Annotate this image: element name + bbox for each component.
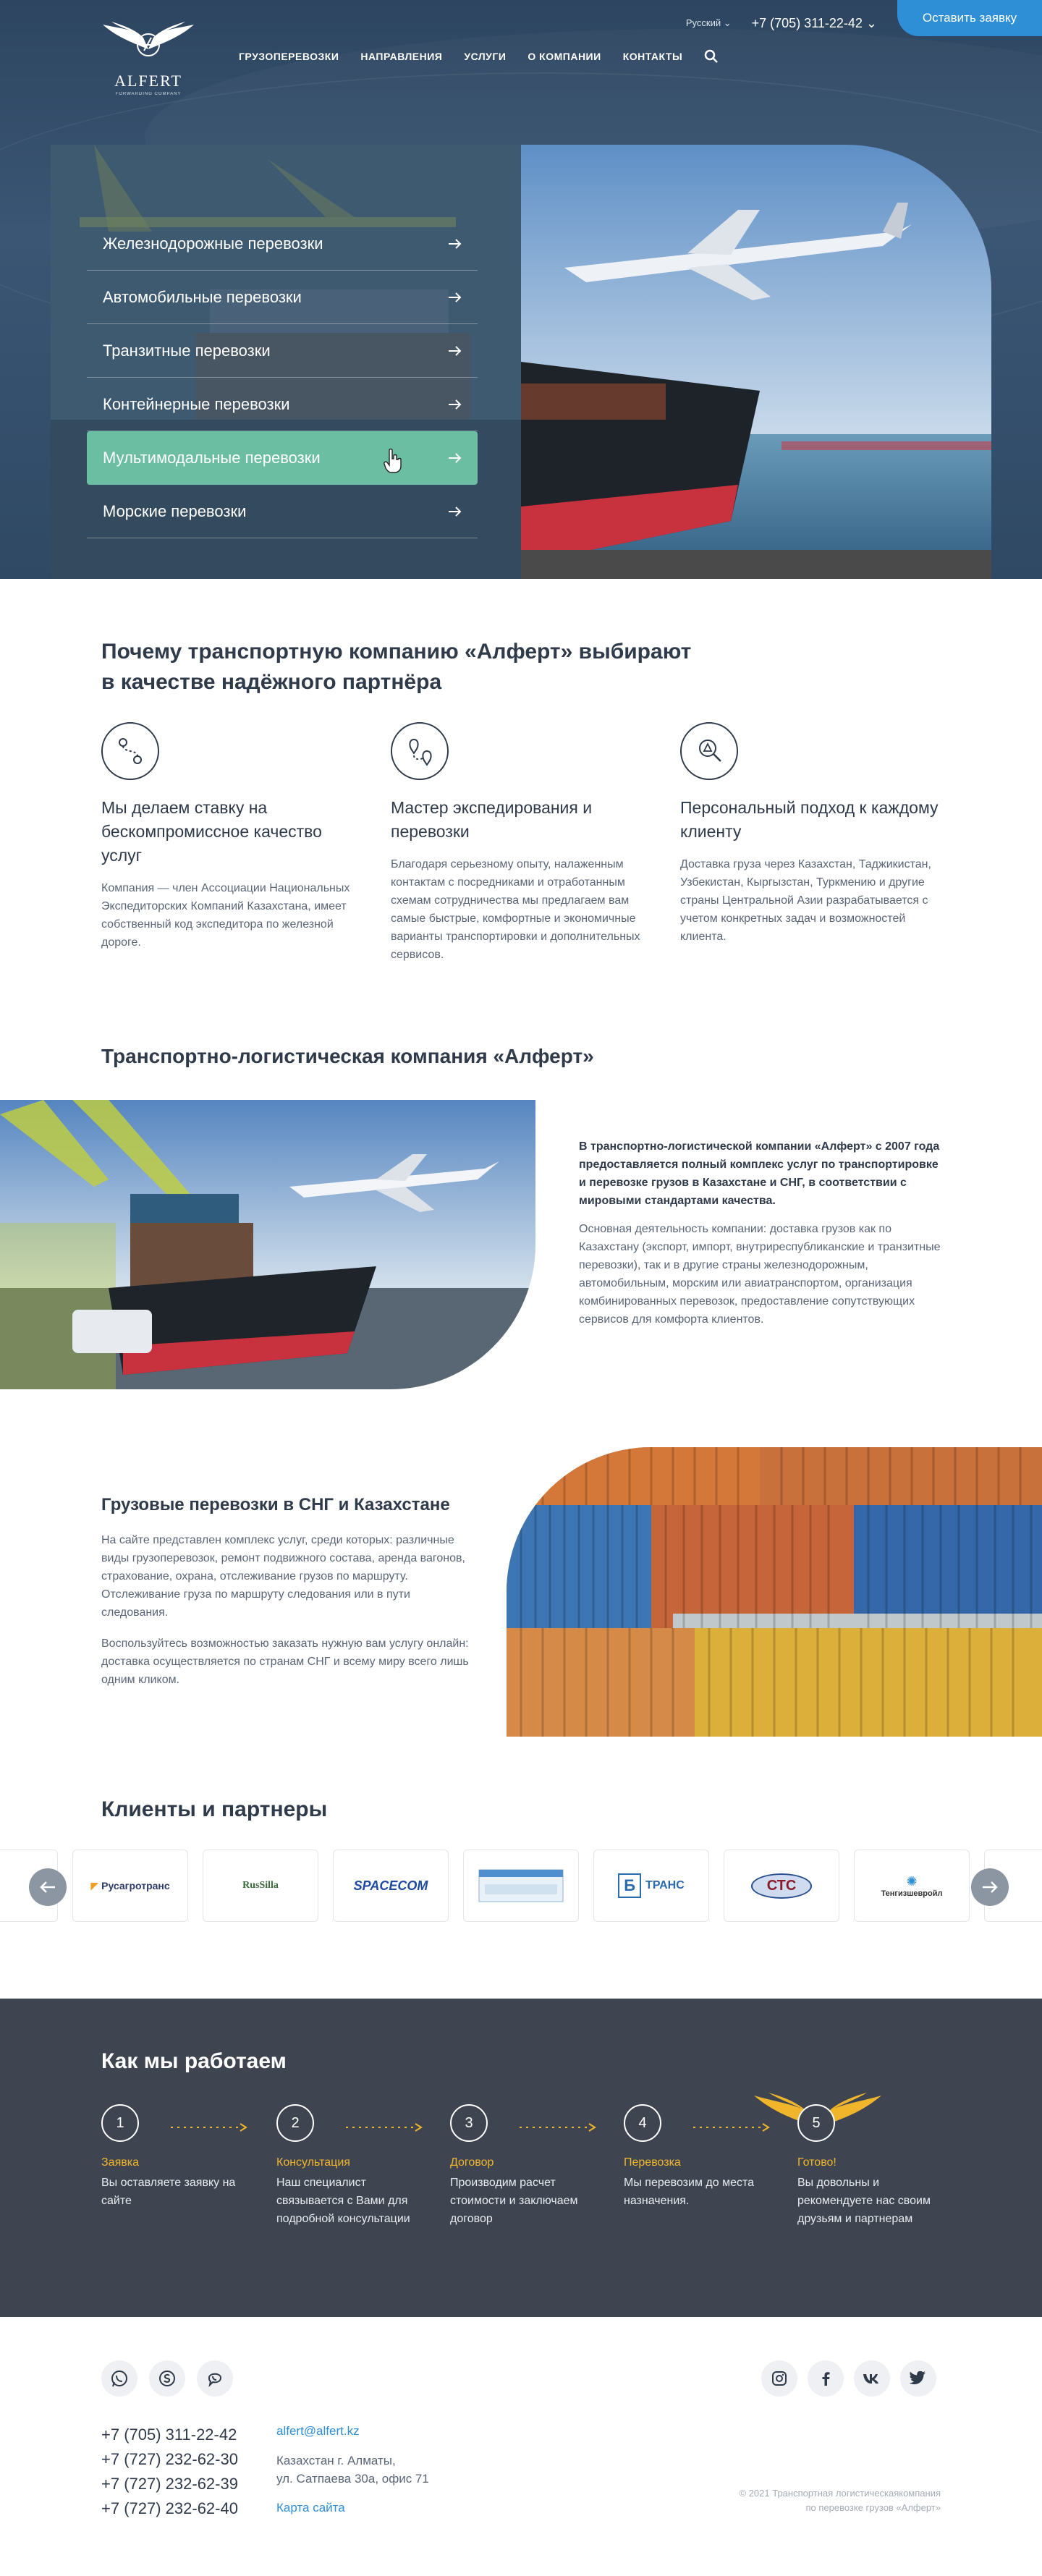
- step-title: Договор: [450, 2156, 494, 2169]
- service-label: Мультимодальные перевозки: [103, 449, 321, 467]
- about-image: [0, 1100, 535, 1389]
- footer-address: [276, 2452, 429, 2488]
- route-icon: [101, 722, 159, 780]
- partner-logo-russilla[interactable]: [203, 1850, 318, 1922]
- partner-logo-cts[interactable]: [724, 1850, 839, 1922]
- cargo-paragraph-2: Воспользуйтесь возможностью заказать нужную вам услугу онлайн: доставка осуществляется по странам СНГ и всему миру всего лишь одним кликом.: [101, 1637, 469, 1686]
- partner-logo-rusagrotrans[interactable]: [72, 1850, 188, 1922]
- nav-contacts[interactable]: КОНТАКТЫ: [622, 51, 683, 62]
- viber-button[interactable]: [197, 2360, 233, 2397]
- dotted-arrow-icon: [520, 2123, 599, 2132]
- footer-phone[interactable]: +7 (727) 232-62-30: [101, 2450, 238, 2468]
- search-icon[interactable]: [704, 49, 719, 64]
- partner-name: SPACECOM: [353, 1878, 428, 1893]
- services-list: [87, 217, 478, 538]
- trans-mark-icon: Б: [618, 1873, 641, 1898]
- partner-name: Тенгизшевройл: [881, 1889, 943, 1898]
- hero-section: [0, 0, 1042, 579]
- arrow-right-icon: [449, 399, 462, 410]
- step-number: 2: [276, 2104, 314, 2142]
- containers-image: [507, 1447, 1042, 1737]
- service-label: Автомобильные перевозки: [103, 287, 302, 306]
- vk-button[interactable]: [854, 2360, 890, 2397]
- arrow-left-icon: [40, 1881, 56, 1894]
- feature-text: Благодаря серьезному опыту, налаженным контактам с посредниками и отработанным схемам сотрудничества мы предлагаем вам самые быстрые, комфортные и экономичные варианты транспортировки и дополнительных сервисов.: [391, 858, 640, 961]
- copyright-line: по перевозке грузов «Алферт»: [805, 2502, 941, 2513]
- about-body: Основная деятельность компании: доставка грузов как по Казахстану (экспорт, импорт, внутриреспубликанские и транзитные перевозки), так и в другие страны железнодорожным, автомобильным, морским или авиатранспортом, организация комбинированных перевозок, предоставление сопутствующих сервисов для комфорта клиентов.: [579, 1223, 941, 1326]
- copyright-line: © 2021 Транспортная логистическаякомпания: [739, 2488, 941, 2499]
- feature-text: Доставка груза через Казахстан, Таджикистан, Узбекистан, Кыргызстан, Туркмению и другие страны Центральной Азии разрабатывается с учетом конкретных задач и возможностей клиента.: [680, 858, 931, 943]
- facebook-button[interactable]: [808, 2360, 844, 2397]
- footer: [0, 2317, 1042, 2576]
- nav-directions[interactable]: НАПРАВЛЕНИЯ: [360, 51, 443, 62]
- instagram-button[interactable]: [761, 2360, 797, 2397]
- whatsapp-icon: [110, 2369, 129, 2388]
- feature-title: Мы делаем ставку на бескомпромиссное качество услуг: [101, 798, 322, 865]
- partner-name: ТРАНС: [645, 1879, 685, 1891]
- feature-personal: [680, 722, 941, 946]
- step-1: [101, 2104, 260, 2210]
- address-line: ул. Сатпаева 30а, офис 71: [276, 2472, 429, 2486]
- feature-text: Компания — член Ассоциации Национальных Экспедиторских Компаний Казахстана, имеет собственный код экспедитора по железной дороге.: [101, 882, 350, 949]
- cargo-paragraph-1: На сайте представлен комплекс услуг, среди которых: различные виды грузоперевозок, ремонт подвижного состава, аренда вагонов, страхование, охрана, отслеживание грузов по маршруту. Отслеживание груза по маршруту следования или в пути следования.: [101, 1534, 465, 1619]
- feature-master: [391, 722, 651, 964]
- logo[interactable]: [101, 20, 195, 100]
- skype-icon: [158, 2369, 177, 2388]
- hand-cursor-icon: [384, 449, 402, 473]
- service-item-auto[interactable]: [87, 271, 478, 324]
- partner-logo-trans[interactable]: [593, 1850, 709, 1922]
- viber-icon: [206, 2369, 224, 2388]
- arrow-right-icon: [449, 239, 462, 249]
- carousel-next-button[interactable]: [971, 1868, 1009, 1906]
- step-text: Мы перевозим до места назначения.: [624, 2177, 755, 2207]
- facebook-icon: [817, 2370, 834, 2387]
- footer-phone[interactable]: +7 (705) 311-22-42: [101, 2425, 237, 2444]
- nav-about[interactable]: О КОМПАНИИ: [528, 51, 601, 62]
- partners-title: Клиенты и партнеры: [101, 1797, 328, 1821]
- topbar: [686, 10, 1042, 36]
- vk-icon: [863, 2373, 881, 2384]
- service-label: Железнодорожные перевозки: [103, 234, 323, 253]
- whatsapp-button[interactable]: [101, 2360, 137, 2397]
- partner-logo-tengizchevroil[interactable]: [854, 1850, 970, 1922]
- main-nav: [239, 49, 719, 64]
- twitter-button[interactable]: [900, 2360, 936, 2397]
- service-label: Контейнерные перевозки: [103, 394, 290, 413]
- how-title: Как мы работаем: [101, 2049, 287, 2073]
- step-number: 4: [624, 2104, 661, 2142]
- twitter-icon: [910, 2371, 927, 2386]
- request-button[interactable]: Оставить заявку: [897, 0, 1042, 36]
- partners-carousel: [0, 1850, 1042, 1925]
- address-line: Казахстан г. Алматы,: [276, 2454, 396, 2467]
- logo-subtitle: FORWARDING COMPANY: [115, 92, 182, 96]
- feature-quality: [101, 722, 362, 952]
- service-item-transit[interactable]: [87, 324, 478, 378]
- magnifier-icon: [680, 722, 738, 780]
- about-lead: В транспортно-логистической компании «Алферт» с 2007 года предоставляется полный комплекс услуг по транспортировке и перевозке грузов в Казахстане и СНГ, в соответствии с мировыми стандартами качества.: [579, 1140, 940, 1207]
- cargo-text: [101, 1531, 470, 1702]
- step-text: Наш специалист связывается с Вами для подробной консультации: [276, 2177, 410, 2225]
- sitemap-link[interactable]: Карта сайта: [276, 2501, 345, 2514]
- step-text: Вы оставляете заявку на сайте: [101, 2177, 236, 2207]
- footer-phone[interactable]: +7 (727) 232-62-39: [101, 2475, 238, 2493]
- copyright: [709, 2486, 941, 2515]
- feature-title: Персональный подход к каждому клиенту: [680, 798, 939, 841]
- footer-phones: [101, 2423, 238, 2521]
- hero-ship-plane-image: [521, 145, 991, 579]
- step-text: Производим расчет стоимости и заключаем договор: [450, 2177, 578, 2225]
- tengiz-mark-icon: ✺: [906, 1873, 918, 1889]
- service-label: Транзитные перевозки: [103, 341, 271, 360]
- rusagrotrans-mark-icon: ◤: [90, 1879, 99, 1891]
- partner-name: RusSilla: [242, 1880, 279, 1891]
- step-number: 5: [797, 2104, 835, 2142]
- about-title: Транспортно-логистическая компания «Алферт»: [101, 1045, 594, 1067]
- partner-name: СТС: [751, 1873, 813, 1899]
- map-pins-icon: [391, 722, 449, 780]
- how-we-work-section: [0, 1999, 1042, 2317]
- arrow-right-icon: [449, 453, 462, 463]
- partner-banner-icon: [478, 1865, 564, 1906]
- arrow-right-icon: [449, 507, 462, 517]
- cargo-title: Грузовые перевозки в СНГ и Казахстане: [101, 1495, 450, 1514]
- arrow-right-icon: [982, 1881, 998, 1894]
- step-text: Вы довольны и рекомендуете нас своим друзьям и партнерам: [797, 2177, 931, 2225]
- step-title: Перевозка: [624, 2156, 681, 2169]
- service-item-multimodal[interactable]: [87, 431, 478, 485]
- dotted-arrow-icon: [346, 2123, 425, 2132]
- step-title: Готово!: [797, 2156, 836, 2169]
- service-label: Морские перевозки: [103, 501, 247, 520]
- arrow-right-icon: [449, 346, 462, 356]
- dotted-arrow-icon: [171, 2123, 250, 2132]
- header-phone[interactable]: +7 (705) 311-22-42 ⌄: [751, 15, 877, 30]
- about-text: [579, 1137, 941, 1329]
- service-item-sea[interactable]: [87, 485, 478, 538]
- step-title: Заявка: [101, 2156, 139, 2169]
- language-select[interactable]: Русский ⌄: [685, 17, 732, 28]
- footer-phone[interactable]: +7 (727) 232-62-40: [101, 2499, 238, 2517]
- instagram-icon: [771, 2370, 788, 2387]
- logo-wings-icon: [101, 20, 195, 64]
- step-title: Консультация: [276, 2156, 350, 2169]
- service-item-container[interactable]: [87, 378, 478, 431]
- partner-name: Русагротранс: [101, 1880, 170, 1891]
- carousel-prev-button[interactable]: [29, 1868, 67, 1906]
- partner-logo-kazakhstan[interactable]: [463, 1850, 579, 1922]
- step-number: 1: [101, 2104, 139, 2142]
- footer-email-link[interactable]: alfert@alfert.kz: [276, 2424, 360, 2438]
- arrow-right-icon: [449, 292, 462, 302]
- service-item-railway[interactable]: [87, 217, 478, 271]
- partner-logo-spacecom[interactable]: [333, 1850, 449, 1922]
- nav-cargo[interactable]: ГРУЗОПЕРЕВОЗКИ: [239, 51, 339, 62]
- step-number: 3: [450, 2104, 488, 2142]
- why-title: Почему транспортную компанию «Алферт» выбирают в качестве надёжного партнёра: [101, 640, 692, 694]
- feature-title: Мастер экспедирования и перевозки: [391, 798, 593, 841]
- logo-name: ALFERT: [114, 72, 182, 90]
- nav-services[interactable]: УСЛУГИ: [464, 51, 507, 62]
- skype-button[interactable]: [149, 2360, 185, 2397]
